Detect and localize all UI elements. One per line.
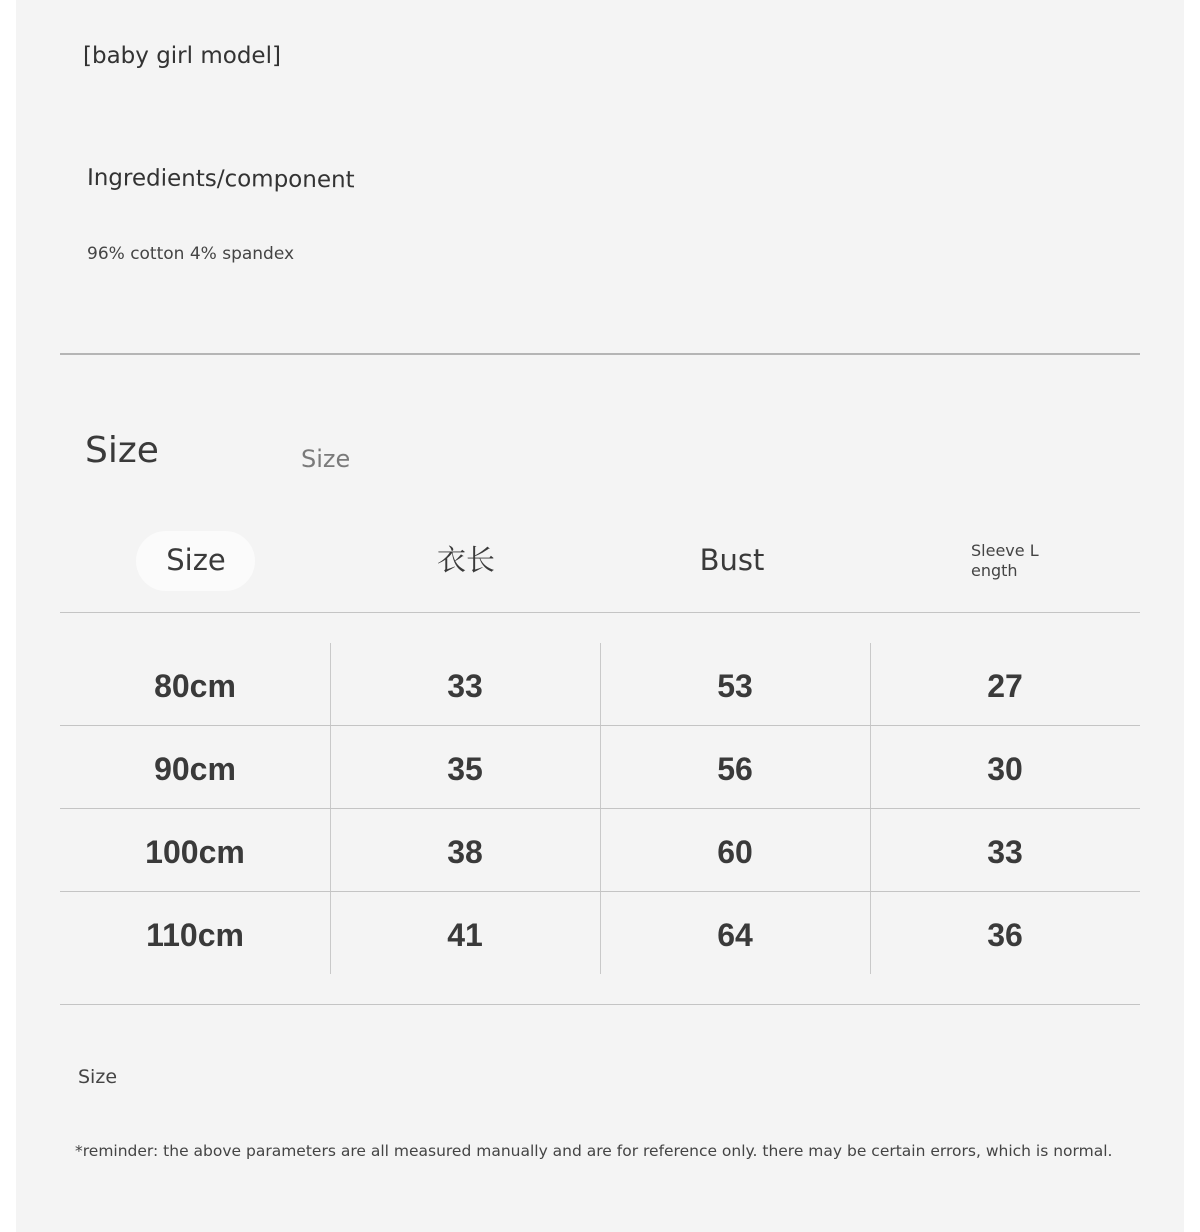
length-cell: 35 xyxy=(447,751,483,787)
table-header-divider xyxy=(60,612,1140,613)
reminder-note: *reminder: the above parameters are all measured manually and are for reference only. there may be certain errors, which is normal. xyxy=(75,1142,1113,1160)
sleeve-cell: 27 xyxy=(987,668,1023,704)
length-cell: 41 xyxy=(447,917,483,953)
row-divider xyxy=(60,891,1140,892)
bust-cell: 53 xyxy=(717,668,753,704)
row-divider xyxy=(60,808,1140,809)
bust-cell: 64 xyxy=(717,917,753,953)
row-divider xyxy=(60,725,1140,726)
ingredients-value: 96% cotton 4% spandex xyxy=(87,244,295,264)
size-cell: 100cm xyxy=(145,834,245,870)
size-section-title: Size xyxy=(85,430,159,471)
header-sleeve-length: Sleeve L ength xyxy=(971,541,1039,580)
size-cell: 110cm xyxy=(146,917,244,953)
ingredients-title: Ingredients/component xyxy=(86,165,355,194)
size-cell: 80cm xyxy=(154,668,236,704)
header-length: 衣长 xyxy=(436,543,495,577)
size-cell: 90cm xyxy=(154,751,236,787)
bust-cell: 56 xyxy=(717,751,753,787)
model-label: [baby girl model] xyxy=(83,43,281,69)
footer-size-label: Size xyxy=(78,1066,118,1088)
bust-cell: 60 xyxy=(717,834,753,870)
sleeve-cell: 33 xyxy=(987,834,1023,870)
header-size: Size xyxy=(166,543,226,577)
header-bust: Bust xyxy=(699,543,765,577)
size-section-subtitle: Size xyxy=(301,445,351,473)
product-detail-panel xyxy=(16,0,1184,1232)
sleeve-cell: 30 xyxy=(987,751,1023,787)
section-divider xyxy=(60,353,1140,355)
sleeve-cell: 36 xyxy=(987,917,1023,953)
length-cell: 38 xyxy=(447,834,483,870)
table-bottom-divider xyxy=(60,1004,1140,1005)
length-cell: 33 xyxy=(447,668,483,704)
